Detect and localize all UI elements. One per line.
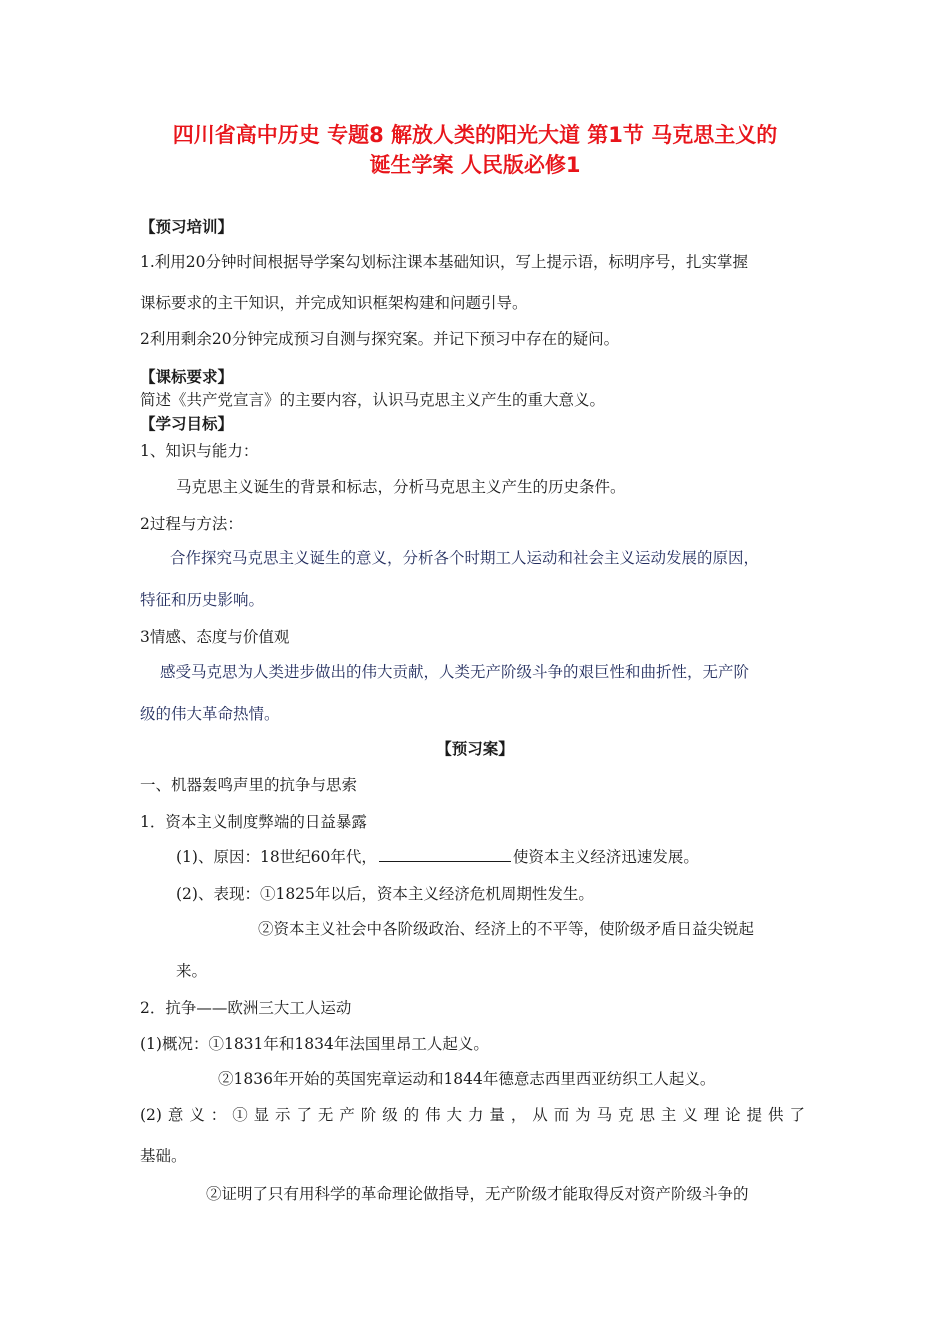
goal-1-title: 1、知识与能力： [140,442,259,460]
document-title-line-2: 诞生学案 人民版必修1 [369,153,581,177]
curriculum-text: 简述《共产党宣言》的主要内容，认识马克思主义产生的重大意义。 [140,391,606,409]
meaning-1-line-2: 基础。 [140,1147,187,1165]
goal-3-line-1: 感受马克思为人类进步做出的伟大贡献，人类无产阶级斗争的艰巨性和曲折性，无产阶 [160,663,750,681]
cause-blank-field[interactable] [379,847,511,862]
preview-training-item-1-line-1: 1.利用20分钟时间根据导学案勾划标注课本基础知识，写上提示语，标明序号，扎实掌握 [140,253,749,271]
manifestation-2-line-2: 来。 [176,962,208,980]
cause-prefix: (1)、原因：18世纪60年代， [176,848,377,866]
preview-training-item-1-line-2: 课标要求的主干知识，并完成知识框架构建和问题引导。 [140,294,528,312]
meaning-1-line-1: (2)意义：①显示了无产阶级的伟大力量，从而为马克思主义理论提供了 [140,1106,805,1124]
cause-suffix: 使资本主义经济迅速发展。 [512,848,699,866]
overview-2: ②1836年开始的英国宪章运动和1844年德意志西里西亚纺织工人起义。 [218,1070,716,1088]
preview-training-item-2: 2利用剩余20分钟完成预习自测与探究案。并记下预习中存在的疑问。 [140,330,620,348]
cause-line [176,846,699,868]
learning-goals-heading: 【学习目标】 [140,415,234,433]
section-1-title: 一、机器轰鸣声里的抗争与思索 [140,776,358,794]
preview-plan-heading: 【预习案】 [436,740,514,758]
goal-2-line-1: 合作探究马克思主义诞生的意义，分析各个时期工人运动和社会主义运动发展的原因， [170,549,760,567]
goal-3-line-2: 级的伟大革命热情。 [140,705,280,723]
curriculum-heading: 【课标要求】 [140,368,234,386]
section-1-item-1: 1．资本主义制度弊端的日益暴露 [140,813,367,831]
preview-training-heading: 【预习培训】 [140,218,234,236]
goal-2-title: 2过程与方法： [140,515,243,533]
document-title-line-1: 四川省高中历史 专题8 解放人类的阳光大道 第1节 马克思主义的 [172,123,778,147]
manifestation-1: (2)、表现：①1825年以后，资本主义经济危机周期性发生。 [176,885,594,903]
goal-2-line-2: 特征和历史影响。 [140,591,265,609]
goal-1-text: 马克思主义诞生的背景和标志，分析马克思主义产生的历史条件。 [176,478,626,496]
manifestation-2-line-1: ②资本主义社会中各阶级政治、经济上的不平等，使阶级矛盾日益尖锐起 [258,920,755,938]
goal-3-title: 3情感、态度与价值观 [140,628,290,646]
section-1-item-2: 2．抗争——欧洲三大工人运动 [140,999,352,1017]
overview-1: (1)概况：①1831年和1834年法国里昂工人起义。 [140,1035,489,1053]
meaning-2: ②证明了只有用科学的革命理论做指导，无产阶级才能取得反对资产阶级斗争的 [206,1185,749,1203]
